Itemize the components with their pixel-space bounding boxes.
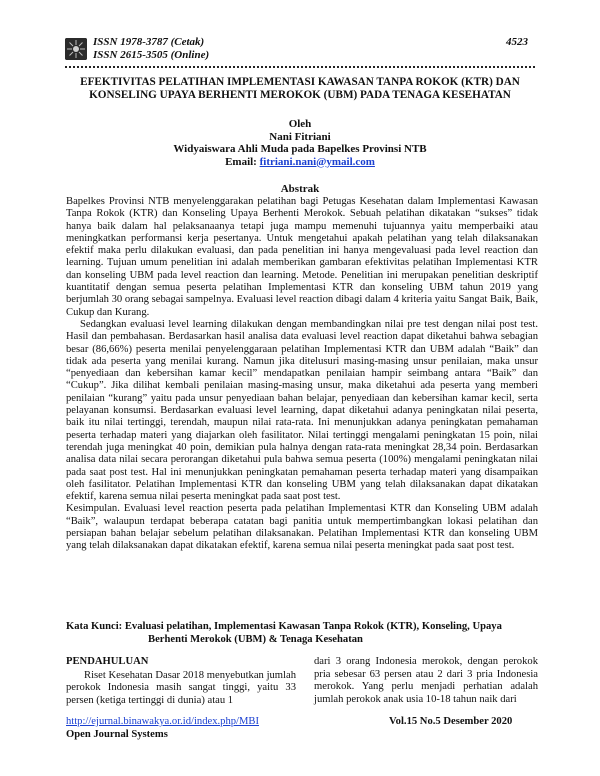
author-name: Nani Fitriani — [269, 130, 331, 143]
email-label: Email: — [225, 155, 260, 168]
title-line-1: EFEKTIVITAS PELATIHAN IMPLEMENTASI KAWASAN TANPA ROKOK (KTR) DAN — [80, 76, 520, 88]
issn-block — [93, 36, 209, 62]
footer-url-link[interactable]: http://ejurnal.binawakya.or.id/index.php/MBI — [66, 716, 260, 727]
issn-online: ISSN 2615-3505 (Online) — [93, 49, 210, 61]
footer-journal: Open Journal Systems — [66, 729, 168, 740]
keywords-line-2: Berhenti Merokok (UBM) & Tenaga Kesehatan — [148, 634, 363, 645]
footer-volume: Vol.15 No.5 Desember 2020 — [389, 716, 513, 727]
abstract-paragraph-2: Sedangkan evaluasi level learning dilakukan dengan membandingkan nilai pre test dengan nilai post test. Hasil dan pembahasan. Berdasarkan hasil analisa data evaluasi level reaction dapat diketahui bahwa sebagian besar (86,66%) peserta menilai penyelenggaraan pelatihan Implementasi KTR dan UBM adalah “Baik” dan tidak ada peserta yang menilai kurang. Namun jika ditelusuri masing-masing unsur penilaian, maka unsur “penyediaan dan kebersihan kamar kecil” mendapatkan penilaian hampir seimbang antara “Baik” dan “Cukup”. Jika dilihat kembali penilaian masing-masing unsur, maka diketahui ada peserta yang memberi penilaian “kurang” yaitu pada unsur penyediaan bahan belajar, penyediaan dan kebersihan kamar kecil, serta pelayanan konsumsi. Berdasarkan evaluasi level learning, dapat diketahui adanya peningkatan nilai peserta, baik itu nilai tertinggi, terendah, maupun nilai rata-rata. Ini menunjukkan adanya peningkatan pemahaman peserta terhadap materi yang diajarkan oleh fasilitator. Nilai tertinggi mengalami peningkatan 15 poin, nilai terendah juga meningkat 40 poin, demikian pula halnya dengan rata-rata meningkat 28,34 poin. Berdasarkan analisa data nilai secara perorangan diketahui pula bahwa semua peserta (100%) mengalami peningkatan nilai pada saat post test. Hal ini menunjukkan peningkatan pemahaman peserta terhadap materi yang disampaikan oleh fasilitator. Pelatihan Implementasi KTR dan konseling UBM yang telah dilaksanakan dapat dikatakan efektif, karena semua nilai peserta meningkat pada saat post test. — [66, 318, 538, 503]
keywords — [66, 620, 538, 646]
title-line-2: KONSELING UPAYA BERHENTI MEROKOK (UBM) PADA TENAGA KESEHATAN — [89, 89, 511, 101]
abstract-heading: Abstrak — [280, 183, 320, 195]
author-block — [60, 118, 540, 168]
header-divider — [65, 66, 535, 70]
keywords-label: Kata Kunci: — [66, 621, 125, 632]
abstract-paragraph-3: Kesimpulan. Evaluasi level reaction peserta pada pelatihan Implementasi KTR dan Konseling UBM adalah “Baik”, walaupun terdapat beberapa catatan bagi panitia untuk mempertimbangkan lokasi pelatihan dan persiapan bahan belajar sebelum pelatihan dilaksanakan. Pelatihan Implementasi KTR dan konseling UBM yang telah dilaksanakan dapat dikatakan efektif, karena semua nilai peserta meningkat pada saat post test. — [66, 503, 538, 552]
intro-left-column — [66, 656, 296, 707]
page-number: 4523 — [506, 36, 528, 48]
keywords-line-1: Evaluasi pelatihan, Implementasi Kawasan Tanpa Rokok (KTR), Konseling, Upaya — [124, 621, 502, 632]
intro-left-text: Riset Kesehatan Dasar 2018 menyebutkan jumlah perokok Indonesia masih sangat tinggi, yaitu 33 persen (ketiga tertinggi di dunia) atau 1 — [66, 669, 296, 706]
intro-right-column: dari 3 orang Indonesia merokok, dengan perokok pria sebesar 63 persen atau 2 dari 3 pria Indonesia merokok. Yang perlu menjadi perhatian adalah jumlah perokok anak usia 10-18 tahun naik dari — [314, 656, 538, 705]
abstract-body — [66, 196, 538, 553]
journal-logo-icon — [65, 38, 87, 60]
paper-title — [60, 76, 540, 102]
author-affiliation: Widyaiswara Ahli Muda pada Bapelkes Provinsi NTB — [173, 143, 427, 155]
email-link[interactable]: fitriani.nani@ymail.com — [259, 155, 375, 168]
abstract-paragraph-1: Bapelkes Provinsi NTB menyelenggarakan pelatihan bagi Petugas Kesehatan dalam Implementasi Kawasan Tanpa Rokok (KTR) dan Konseling Upaya Berhenti Merokok. Sebuah pelatihan dikatakan “sukses” tidak hanya baik dalam hal pelaksanaanya tetapi juga mampu memenuhi tujuannya yaitu memperbaiki atau meningkatkan performansi kerja pesertanya. Untuk mengetahui apakah pelatihan yang telah dilaksanakan efektif maka perlu dilakukan evaluasi, dan pada penelitian ini hanya mengevaluasi pada level reaction dan learning. Tujuan umum penelitian ini adalah memberikan gambaran efektivitas pelatihan Implementasi KTR dan konseling UBM pada level reaction dan learning. Metode. Penelitian ini merupakan penelitian deskriptif kuantitatif dengan semua peserta pelatihan Implementasi KTR dan konseling UBM tahun 2019 yang berjumlah 30 orang sebagai sampelnya. Evaluasi level reaction dibagi dalam 4 kriteria yaitu Sangat Baik, Baik, Cukup dan Kurang. — [66, 196, 538, 318]
author-email-row — [60, 156, 540, 169]
author-by: Oleh — [288, 118, 312, 130]
intro-heading: PENDAHULUAN — [66, 656, 149, 667]
issn-print: ISSN 1978-3787 (Cetak) — [93, 36, 205, 48]
